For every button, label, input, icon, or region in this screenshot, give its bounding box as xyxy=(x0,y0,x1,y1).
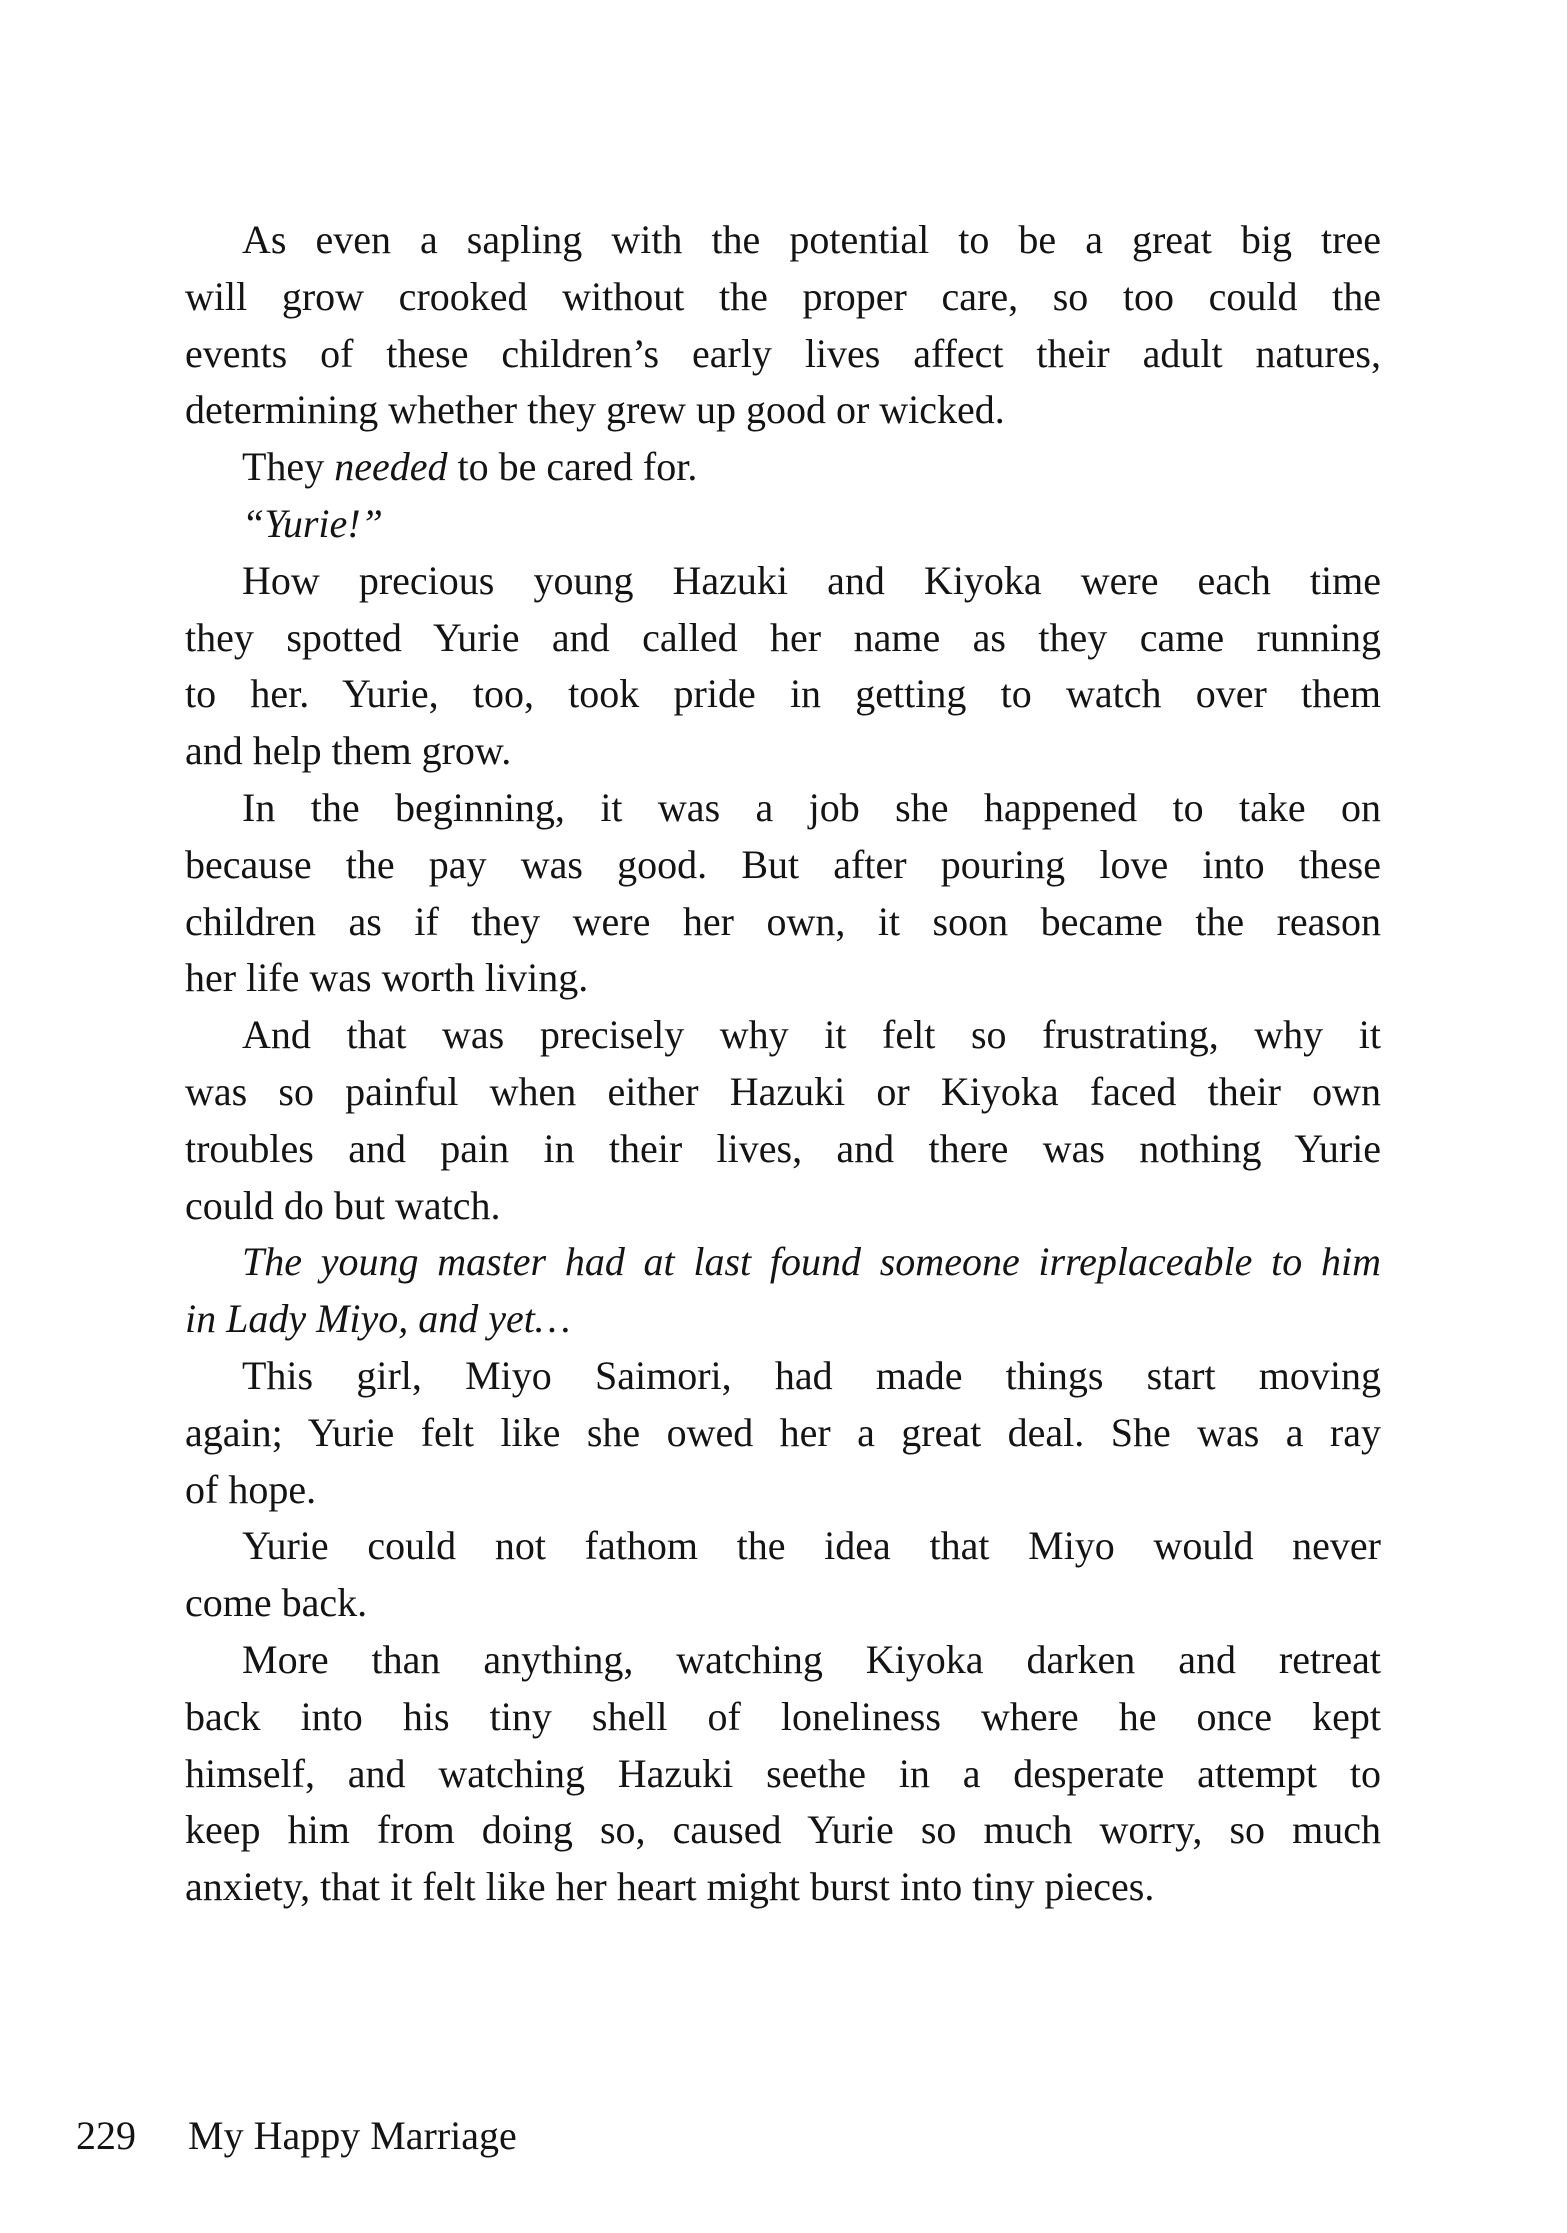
text-line: “Yurie!” xyxy=(242,500,383,546)
text-line: The young master had at last found someone irreplaceable to him xyxy=(242,1239,1381,1285)
text-line: Yurie could not fathom the idea that Miyo would never xyxy=(242,1523,1381,1569)
text-line: More than anything, watching Kiyoka darken and retreat xyxy=(242,1636,1381,1682)
paragraph xyxy=(185,1518,1381,1632)
text-line: events of these children’s early lives affect their adult natures, xyxy=(185,330,1381,376)
text-line: was so painful when either Hazuki or Kiyoka faced their own xyxy=(185,1068,1381,1114)
text-line: In the beginning, it was a job she happened to take on xyxy=(242,784,1381,830)
text-line: to her. Yurie, too, took pride in getting to watch over them xyxy=(185,671,1381,717)
text-line: This girl, Miyo Saimori, had made things start moving xyxy=(242,1352,1381,1398)
paragraph xyxy=(185,1007,1381,1234)
text-line: of hope. xyxy=(185,1466,317,1512)
paragraph xyxy=(185,1234,1381,1348)
paragraph xyxy=(185,780,1381,1007)
text-line: keep him from doing so, caused Yurie so much worry, so much xyxy=(185,1807,1381,1853)
text-line: anxiety, that it felt like her heart might burst into tiny pieces. xyxy=(185,1864,1155,1910)
text-line: could do but watch. xyxy=(185,1182,501,1228)
text-line: back into his tiny shell of loneliness where he once kept xyxy=(185,1693,1381,1739)
text-line: children as if they were her own, it soon became the reason xyxy=(185,898,1381,944)
book-title: My Happy Marriage xyxy=(188,2113,517,2158)
text-line: again; Yurie felt like she owed her a great deal. She was a ray xyxy=(185,1409,1381,1455)
paragraph xyxy=(185,212,1381,439)
text-line: her life was worth living. xyxy=(185,955,589,1001)
text-line: come back. xyxy=(185,1580,368,1626)
text-line: troubles and pain in their lives, and there was nothing Yurie xyxy=(185,1125,1381,1171)
page-number: 229 xyxy=(76,2113,136,2158)
paragraph xyxy=(185,1348,1381,1518)
paragraph xyxy=(185,496,1381,553)
text-line: determining whether they grew up good or wicked. xyxy=(185,387,1005,433)
text-line: And that was precisely why it felt so frustrating, why it xyxy=(242,1012,1381,1058)
text-block xyxy=(185,212,1381,1916)
paragraph xyxy=(185,553,1381,780)
text-line: will grow crooked without the proper care, so too could the xyxy=(185,273,1381,319)
text-line: himself, and watching Hazuki seethe in a desperate attempt to xyxy=(185,1750,1381,1796)
text-line: They needed to be cared for. xyxy=(242,444,698,490)
text-line: they spotted Yurie and called her name as they came running xyxy=(185,614,1381,660)
text-line: because the pay was good. But after pouring love into these xyxy=(185,841,1381,887)
paragraph xyxy=(185,439,1381,496)
paragraph xyxy=(185,1632,1381,1916)
page-footer xyxy=(76,2112,517,2160)
text-line: and help them grow. xyxy=(185,728,512,774)
text-line: How precious young Hazuki and Kiyoka were each time xyxy=(242,557,1381,603)
text-line: As even a sapling with the potential to be a great big tree xyxy=(242,217,1381,262)
text-line: in Lady Miyo, and yet… xyxy=(185,1296,571,1342)
